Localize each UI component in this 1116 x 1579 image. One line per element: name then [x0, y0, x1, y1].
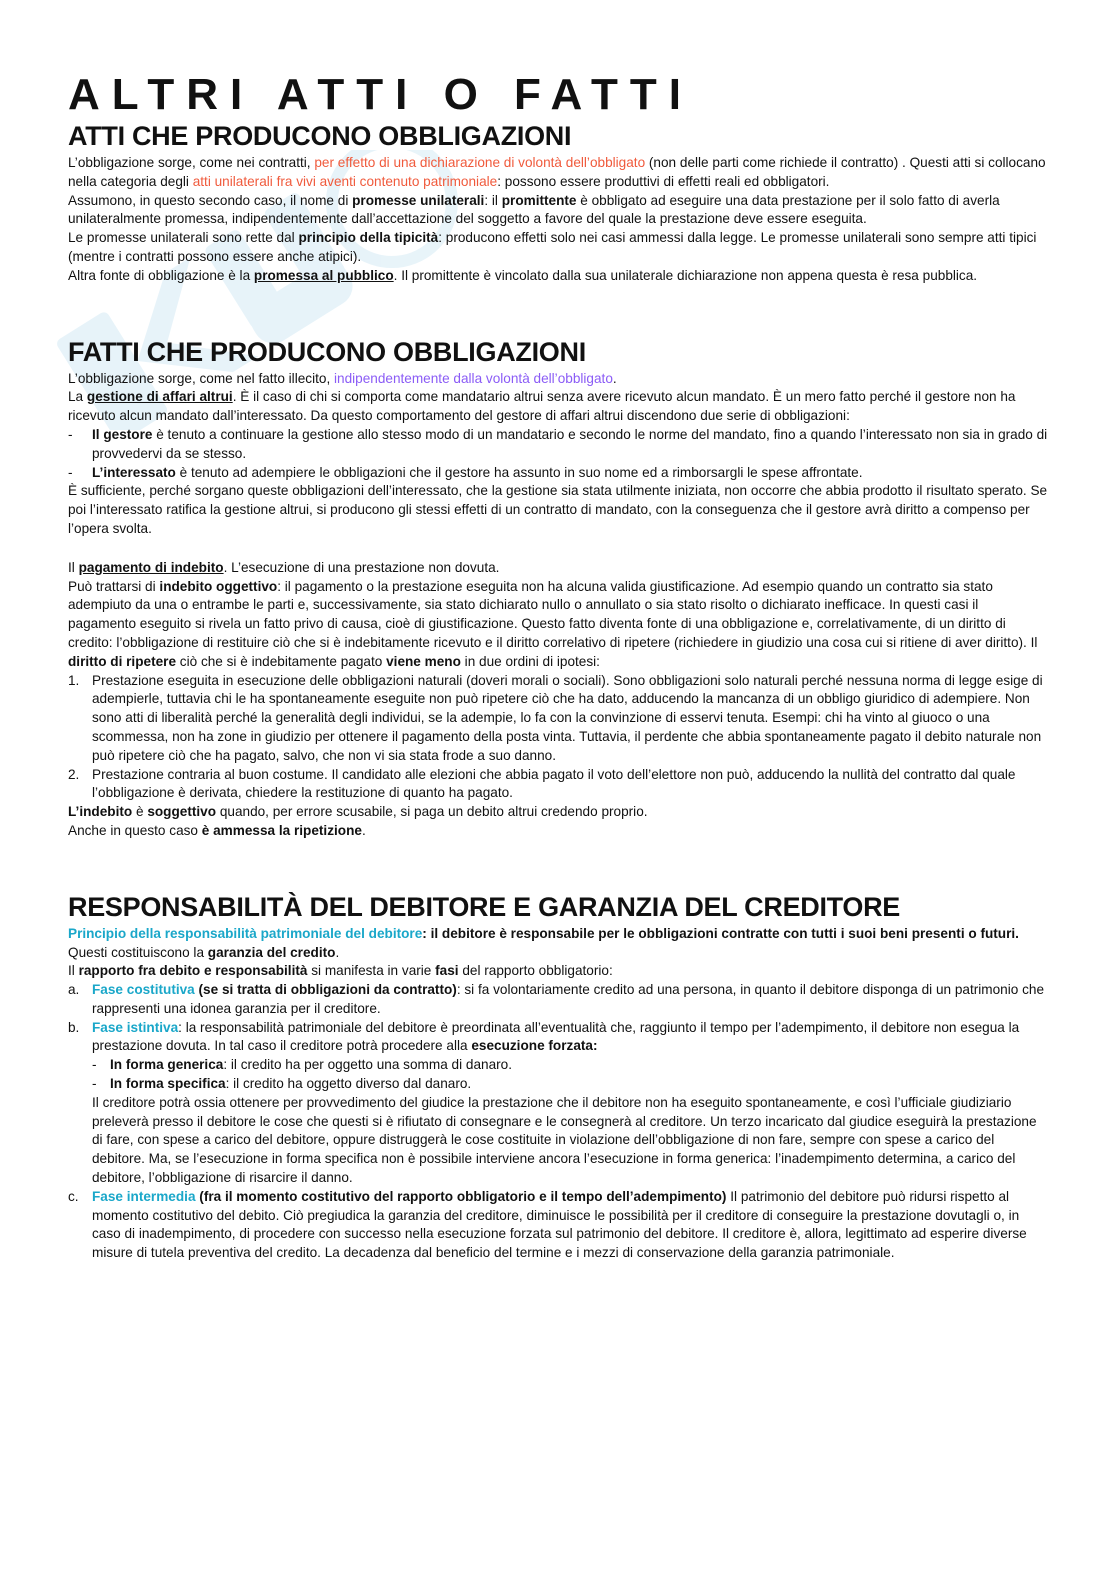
list-item: a. Fase costitutiva (se si tratta di obbligazioni da contratto): si fa volontariamente credito ad una persona, in quanto il debitore disponga di un patrimonio che rappresenti una idonea garanzia per il creditore. [68, 982, 1045, 1016]
page-title: ALTRI ATTI O FATTI [68, 70, 693, 119]
list-item: - L’interessato è tenuto ad adempiere le obbligazioni che il gestore ha assunto in suo nome ed a rimborsargli le spese affrontate. [68, 464, 863, 480]
paragraph: L’indebito è soggettivo quando, per errore scusabile, si paga un debito altrui credendo proprio. [68, 804, 648, 820]
paragraph: L’obbligazione sorge, come nei contratti, per effetto di una dichiarazione di volontà dell’obbligato (non delle parti come richiede il contratto) . Questi atti si collocano nella categoria degli atti unilaterali fra vivi aventi contenuto patrimoniale: possono essere produttivi di effetti reali ed obbligatori. [68, 155, 1046, 189]
document-page [68, 70, 1048, 1263]
section-heading-atti: ATTI CHE PRODUCONO OBBLIGAZIONI [68, 121, 572, 151]
highlight-text: indipendentemente dalla volontà dell’obbligato [334, 370, 613, 386]
section-responsabilita [68, 891, 1048, 1263]
paragraph: Altra fonte di obbligazione è la promessa al pubblico. Il promittente è vincolato dalla sua unilaterale dichiarazione non appena questa è resa pubblica. [68, 267, 978, 283]
highlight-text: Principio della responsabilità patrimoniale del debitore [68, 925, 423, 941]
section-fatti [68, 336, 1048, 841]
dash-list [68, 426, 1048, 482]
paragraph: Principio della responsabilità patrimoniale del debitore: il debitore è responsabile per le obbligazioni contratte con tutti i suoi beni presenti o futuri. [68, 925, 1019, 941]
phases-list [68, 981, 1048, 1263]
paragraph: Questi costituiscono la garanzia del credito. [68, 944, 340, 960]
numbered-list [68, 672, 1048, 804]
highlight-text: atti unilaterali fra vivi aventi contenuto patrimoniale [192, 173, 498, 189]
highlight-text: per effetto di una dichiarazione di volontà dell’obbligato [314, 155, 646, 170]
list-item: - In forma generica: il credito ha per oggetto una somma di danaro. [92, 1057, 512, 1073]
section-atti [68, 120, 1048, 286]
section-heading-fatti: FATTI CHE PRODUCONO OBBLIGAZIONI [68, 336, 586, 367]
list-item: 1. Prestazione eseguita in esecuzione delle obbligazioni naturali (doveri morali o sociali). Sono obbligazioni solo naturali perché nessuna norma di legge esige di adempierle, tuttavia chi le ha spontaneamente eseguite non può ripetere ciò che ha dato, adducendo la mancanza di un obbligo giuridico di adempiere. Non sono atti di liberalità perché la generalità degli individui, se la adempie, lo fa con la convinzione di esservi tenuta. Esempi: chi ha vinto al giuoco o una scommessa, non ha zone in giudizio per ottenere il pagamento della posta vinta. Tuttavia, il perdente che abbia spontaneamente pagato il debito naturale non può ripetere ciò che ha pagato, salvo, che non vi sia stata frode a suo danno. [68, 672, 1043, 763]
paragraph: L’obbligazione sorge, come nel fatto illecito, indipendentemente dalla volontà dell’obbligato. [68, 370, 617, 386]
paragraph: La gestione di affari altrui. È il caso di chi si comporta come mandatario altrui senza avere ricevuto alcun mandato. È un mero fatto perché il gestore non ha ricevuto alcun mandato dall’interessato. Da questo comportamento del gestore di affari altrui discendono due serie di obbligazioni: [68, 389, 1016, 424]
paragraph: È sufficiente, perché sorgano queste obbligazioni dell’interessato, che la gestione sia stata utilmente iniziata, non occorre che abbia prodotto il risultato sperato. Se poi l’interessato ratifica la gestione altrui, si producono gli stessi effetti di un contratto di mandato, con la conseguenza che il gestore avrà diritto a compenso per l’opera svolta. [68, 483, 1048, 536]
section-heading-responsabilita: RESPONSABILITÀ DEL DEBITORE E GARANZIA DEL CREDITORE [68, 891, 900, 922]
sub-dash-list [92, 1056, 1048, 1094]
paragraph: Il creditore potrà ossia ottenere per provvedimento del giudice la prestazione che il debitore non ha eseguito spontaneamente, e così l’ufficiale giudiziario preleverà presso il debitore le cose che questi si è rifiutato di consegnare e le consegnerà al creditore. Un terzo incaricato dal giudice eseguirà la prestazione di fare, con spese a carico del debitore, oppure distruggerà le cose costituite in violazione dell’obbligazione di non fare, sempre con spese a carico del debitore. Ma, se l’esecuzione in forma specifica non è possibile interviene ancora l’esecuzione in forma generica: l’inadempimento determina, a carico del debitore, l’obbligazione di risarcire il danno. [92, 1094, 1037, 1186]
list-item: b. Fase istintiva: la responsabilità patrimoniale del debitore è preordinata all’eventualità che, raggiunto il tempo per l’adempimento, il debitore non esegua la prestazione dovuta. In tal caso il creditore potrà procedere alla esecuzione forzata: - In forma generica: il credito ha per oggetto una somma di danaro. - In forma specifica: il credito ha oggetto diverso dal danaro. Il creditore potrà ossia ottenere per provvedimento del giudice la prestazione che il debitore non ha eseguito spontaneamente, e così l’ufficiale giudiziario preleverà presso il debitore le cose che questi si è rifiutato di consegnare e le consegnerà al creditore. Un terzo incaricato dal giudice eseguirà la prestazione di fare, con spese a carico del debitore, oppure distruggerà le cose costituite in violazione dell’obbligazione di non fare, sempre con spese a carico del debitore. Ma, se l’esecuzione in forma specifica non è possibile interviene ancora l’esecuzione in forma generica: l’inadempimento determina, a carico del debitore, l’obbligazione di risarcire il danno. [68, 1019, 1048, 1188]
paragraph: Il pagamento di indebito. L’esecuzione di una prestazione non dovuta. [68, 559, 500, 575]
paragraph: Assumono, in questo secondo caso, il nome di promesse unilaterali: il promittente è obbligato ad eseguire una data prestazione per il solo fatto di averla unilateralmente promessa, indipendentemente dall’accettazione del soggetto a favore del quale la prestazione deve essere eseguita. [68, 192, 1000, 227]
list-item: - In forma specifica: il credito ha oggetto diverso dal danaro. [92, 1076, 472, 1092]
list-item: c. Fase intermedia (fra il momento costitutivo del rapporto obbligatorio e il tempo dell’adempimento) Il patrimonio del debitore può ridursi rispetto al momento costitutivo del debito. Ciò pregiudica la garanzia del creditore, diminuisce le possibilità per il creditore di conseguire la prestazione dovutagli o, in caso di inadempimento, di procedere con successo nella esecuzione forzata sul patrimonio del debitore. Il creditore è, allora, legittimato ad esperire diverse misure di tutela preventiva del credito. La decadenza dal beneficio del termine e i mezzi di conservazione della garanzia patrimoniale. [68, 1188, 1027, 1261]
paragraph: Il rapporto fra debito e responsabilità si manifesta in varie fasi del rapporto obbligatorio: [68, 963, 613, 979]
paragraph: Può trattarsi di indebito oggettivo: il pagamento o la prestazione eseguita non ha alcuna valida giustificazione. Ad esempio quando un contratto sia stato adempiuto da una o entrambe le parti e, successivamente, sia stato dichiarato nullo o annullato o sia stato risolto o dichiarato inefficace. In questi casi il pagamento eseguito si rivela un fatto privo di causa, cioè di giustificazione. Questo fatto diventa fonte di una obbligazione e, correlativamente, di un diritto di credito: l’obbligazione di restituire ciò che si è indebitamente ricevuto e il diritto correlativo di ripetere (richiedere in giudizio una cosa cui si ritiene di aver diritto). Il diritto di ripetere ciò che si è indebitamente pagato viene meno in due ordini di ipotesi: [68, 578, 1038, 669]
list-item: - Il gestore è tenuto a continuare la gestione allo stesso modo di un mandatario e secondo le norme del mandato, fino a quando l’interessato non sia in grado di provvedervi da se stesso. [68, 426, 1048, 461]
paragraph: Le promesse unilaterali sono rette dal principio della tipicità: producono effetti solo nei casi ammessi dalla legge. Le promesse unilaterali sono sempre atti tipici (mentre i contratti possono essere anche atipici). [68, 230, 1037, 264]
list-item: 2. Prestazione contraria al buon costume. Il candidato alle elezioni che abbia pagato il voto dell’elettore non può, adducendo la nullità del contratto dal quale l’obbligazione è derivata, chiedere la restituzione di quanto ha pagato. [68, 766, 1016, 801]
paragraph: Anche in questo caso è ammessa la ripetizione. [68, 822, 366, 838]
